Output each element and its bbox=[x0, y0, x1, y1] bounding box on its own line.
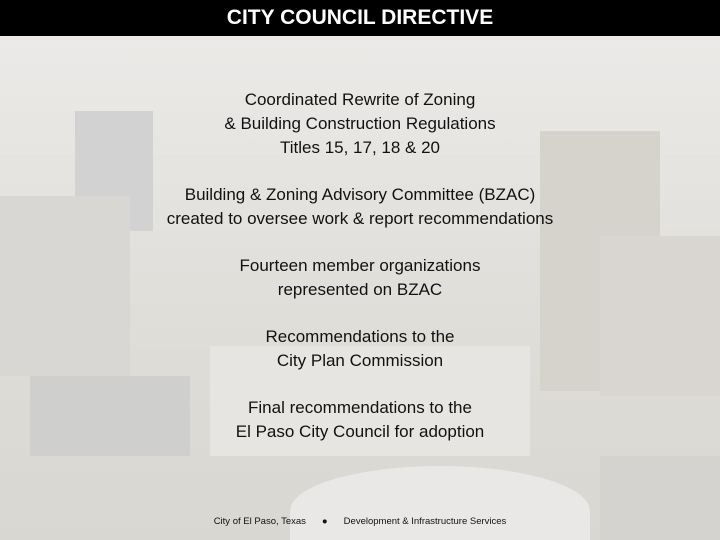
text-line: Titles 15, 17, 18 & 20 bbox=[279, 138, 441, 157]
text-line: El Paso City Council for adoption bbox=[235, 422, 485, 441]
city-council-block bbox=[0, 396, 720, 444]
slide-footer bbox=[0, 516, 720, 527]
member-organizations-block bbox=[0, 254, 720, 302]
footer-department: Development & Infrastructure Services bbox=[343, 516, 507, 527]
slide-body bbox=[0, 88, 720, 467]
text-line: Final recommendations to the bbox=[248, 398, 472, 417]
text-line: Recommendations to the bbox=[265, 327, 455, 346]
footer-bullet: ● bbox=[321, 516, 328, 527]
text-line: Fourteen member organizations bbox=[239, 256, 481, 275]
text-line: created to oversee work & report recommendations bbox=[166, 209, 554, 228]
text-line: Building & Zoning Advisory Committee (BZAC) bbox=[184, 185, 536, 204]
bzac-block bbox=[0, 183, 720, 231]
slide-title: CITY COUNCIL DIRECTIVE bbox=[0, 0, 720, 36]
zoning-rewrite-block bbox=[0, 88, 720, 160]
plan-commission-block bbox=[0, 325, 720, 373]
footer-organization: City of El Paso, Texas bbox=[213, 516, 306, 527]
text-line: & Building Construction Regulations bbox=[224, 114, 496, 133]
text-line: City Plan Commission bbox=[276, 351, 444, 370]
text-line: represented on BZAC bbox=[277, 280, 443, 299]
text-line: Coordinated Rewrite of Zoning bbox=[244, 90, 476, 109]
